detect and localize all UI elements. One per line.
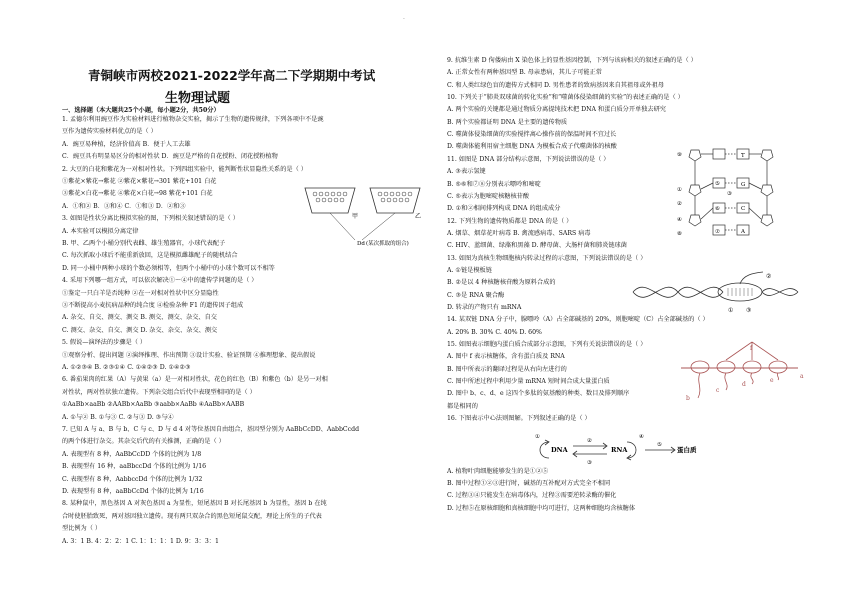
right-line: B. ⑤⑥和⑦⑧分别表示嘌呤和嘧啶	[447, 180, 541, 188]
right-line: D. 噬菌体能利用宿主细胞 DNA 为模板合成子代噬菌体的核酸	[447, 143, 617, 151]
right-line: A. ①链是模板链	[447, 266, 492, 274]
left-line: A．豌豆易种植，经济价值高 B．便于人工去雄	[62, 140, 191, 148]
dna-label-4: ④	[677, 217, 682, 223]
left-line: 7. 已知 A 与 a、B 与 b、C 与 c、D 与 d 4 对等位基因自由组合，基因型分别为 AaBbCcDD、AabbCcdd	[62, 426, 360, 433]
dna-label-G: G	[741, 182, 746, 188]
left-line: ①观察分析、提出问题 ②演绎推理、作出预期 ③设计实验、验证预期 ④推理想象、提出假说	[62, 351, 316, 359]
dogma-dna-label: DNA	[551, 446, 568, 454]
right-line: C. HIV、蓝细菌、绿藻和黑藻 D. 酵母菌、大肠杆菌和肺炎链球菌	[447, 242, 627, 250]
figure-q16-central-dogma	[535, 428, 715, 470]
right-line: D. 图中 b、c、d、e 这四个多肽的氨基酸的种类、数目及排列顺序	[447, 390, 630, 398]
dogma-num-1: ①	[535, 434, 540, 440]
figure-q11-dna	[675, 145, 795, 245]
right-line: A. 20% B. 30% C. 40% D. 60%	[447, 328, 542, 336]
dna-label-T: T	[741, 153, 745, 159]
right-line: B. 图中过程①②③进行时，碱基的互补配对方式完全不相同	[447, 479, 611, 487]
right-line: A. 植物叶肉细胞能够发生的是①②⑤	[447, 467, 549, 475]
dogma-rna-label: RNA	[611, 446, 628, 454]
polysome-label-b: b	[686, 395, 690, 402]
left-line: 型比例为（ ）	[62, 525, 102, 533]
figure-q15-polysome	[678, 340, 808, 408]
right-line: B. ②是以 4 种核糖核苷酸为原料合成的	[447, 279, 556, 287]
dna-label-C: C	[741, 206, 746, 212]
left-line: 2. 大豆的白花和紫花为一对相对性状。下列四组实验中，能判断性状显隐性关系的是（ ）	[62, 165, 307, 173]
left-line: 合时使胚胎致死，两对基因独立遗传。现有两只双杂合的黑色短尾鼠交配，理论上所生的子代表	[62, 512, 322, 520]
left-line: 5. 假说—演绎法的步骤是（ ）	[62, 339, 147, 347]
dna-label-3: ③	[727, 191, 732, 197]
right-line: A. ③表示氢键	[447, 168, 486, 176]
dogma-num-2: ②	[587, 438, 592, 444]
right-line: 13. 如图为真核生物细胞核内转录过程的示意图，下列说法错误的是（ ）	[447, 254, 647, 262]
left-line: 4. 采用下列哪一组方式，可以依次解决①～④中的遗传学问题的是（ ）	[62, 277, 258, 285]
right-line: C. 图中所述过程中利用少量 mRNA 短时间合成大量蛋白质	[447, 378, 610, 386]
figure-q3-buckets	[300, 178, 430, 248]
left-line: A. 杂交、自交、测交、测交 B. 测交、测交、杂交、自交	[62, 314, 217, 322]
figure-q13-transcription	[628, 270, 808, 315]
left-line: D. 表现型有 8 种，aaBbCcDd 个体的比例为 1/16	[62, 488, 204, 495]
right-line: C. ③是 RNA 聚合酶	[447, 291, 505, 299]
right-line: 14. 某双链 DNA 分子中，腺嘌呤（A）占全部碱基的 20%，则胞嘧啶（C）占全部碱基的（ ）	[447, 316, 709, 324]
dna-label-A: A	[741, 229, 745, 235]
left-line: B. 表现型有 16 种，aaBbccDd 个体的比例为 1/16	[62, 463, 207, 471]
right-line: D. ①和②相间排列构成 DNA 的组成成分	[447, 205, 561, 213]
dogma-protein-label: 蛋白质	[677, 446, 697, 454]
dna-label-9: ⑨	[677, 152, 682, 158]
dna-label-1: ①	[677, 187, 682, 193]
left-line: D. 同一小桶中两种小球的个数必须相等，但两个小桶中的小球个数可以不相等	[62, 264, 275, 272]
bucket-yi-label: 乙	[415, 213, 422, 220]
exam-subtitle: 生物理试题	[165, 91, 231, 106]
left-line: ①鉴定一只白羊是否纯种 ②在一对相对性状中区分显隐性	[62, 289, 219, 297]
left-line: 6. 番茄果肉的红果（A）与黄果（a）是一对相对性状，花色的红色（B）和紫色（b）是另一对相	[62, 376, 328, 384]
polysome-label-d: d	[742, 381, 746, 388]
exam-title: 青铜峡市两校2021-2022学年高二下学期期中考试	[88, 68, 376, 83]
left-line: 对性状，两对性状独立遗传。下列杂交组合后代中表现型相同的是（ ）	[62, 388, 256, 396]
left-line: C. 表现型有 8 种，AabbccDd 个体的比例为 1/32	[62, 475, 203, 483]
transcription-label-3: ③	[746, 307, 752, 314]
right-line: A. 烟草、烟草花叶病毒 B. 禽流感病毒、SARS 病毒	[447, 229, 591, 237]
dna-label-7: ⑦	[715, 229, 720, 235]
left-line: ③不断提高小麦抗病品种的纯合度 ④检验杂种 F1 的遗传因子组成	[62, 302, 244, 309]
left-line: 的两个体进行杂交。其杂交后代的有关推测，正确的是（ ）	[62, 438, 225, 446]
right-line: D. 过程⑤在原核细胞和真核细胞中均可进行，这两种细胞均含核糖体	[447, 504, 636, 512]
right-line: 10. 下列关于“肺炎双球菌的转化实验”和“噬菌体侵染细菌的实验”的表述正确的是（ ）	[447, 94, 684, 102]
right-line: A. 图中 f 表示核糖体，含有蛋白质及 RNA	[447, 353, 565, 361]
left-line: A. 本实验可以模拟分离定律	[62, 227, 139, 235]
left-line: 1. 孟德尔利用豌豆作为实验材料进行植物杂交实验，揭示了生物的遗传规律，下列各项中不是豌	[62, 116, 324, 123]
right-line: D. 转录的产物只有 mRNA	[447, 304, 522, 311]
right-line: C. ⑤表示为胞嘧啶核糖核苷酸	[447, 192, 530, 200]
right-line: 15. 如图表示细胞内蛋白质合成部分示意图，下列有关说法错误的是（ ）	[447, 341, 647, 349]
dogma-num-4: ④	[639, 434, 644, 440]
right-line: B. 图中所表示的翻译过程是从右向左进行的	[447, 365, 567, 373]
right-line: C. 噬菌体侵染细菌的实验搅拌离心操作前的保温时间不宜过长	[447, 131, 617, 139]
combo-caption: (某次抓取的组合)	[366, 241, 409, 247]
right-line: 9. 抗维生素 D 佝偻病由 X 染色体上的显性基因控制，下列与该病相关的叙述正确的是（ ）	[447, 57, 697, 64]
dna-label-6: ⑥	[715, 206, 720, 212]
top-mark: .	[403, 14, 405, 21]
section-heading: 一、选择题（本大题共25个小题，每小题2分，共50分）	[62, 107, 220, 114]
left-line: A．①和② B．③和④ C．①和③ D．②和③	[62, 202, 186, 210]
right-line: 11. 如图是 DNA 部分结构示意图，下列说法错误的是（ ）	[447, 155, 610, 163]
left-line: A. 3：1 B. 4：2：2：1 C. 1：1：1：1 D. 9：3：3：1	[62, 537, 219, 545]
transcription-label-2: ②	[766, 273, 772, 280]
dna-label-8: ⑧	[677, 231, 682, 237]
right-line: C. 和人类红绿色盲的遗传方式相同 D. 男性患者的致病基因来自其祖母或外祖母	[447, 81, 665, 89]
left-line: C. 每次抓取小球后不能重新放回，这是模拟雌雄配子的随机结合	[62, 252, 238, 260]
right-line: C. 过程③④只能发生在病毒体内，过程③需要逆转录酶的催化	[447, 492, 617, 500]
polysome-label-e: e	[770, 377, 774, 384]
left-line: C．豌豆具有明显易区分的相对性状 D．豌豆是严格的自花授粉、闭花授粉植物	[62, 153, 278, 161]
left-line: 豆作为遗传实验材料优点的是（ ）	[62, 128, 157, 136]
left-line: A. 表现型有 8 种，AaBbCcDD 个体的比例为 1/8	[62, 450, 202, 458]
polysome-label-f: f	[750, 345, 753, 352]
left-line: 8. 某种鼠中，黑色基因 A 对灰色基因 a 为显性，短尾基因 B 对长尾基因 b 为显性，基因 b 在纯	[62, 500, 327, 508]
left-line: ③紫花×白花→紫花 ④紫花×白花→98 紫花+101 白花	[62, 190, 213, 198]
left-line: C. 测交、杂交、自交、测交 D. 杂交、杂交、杂交、测交	[62, 326, 218, 334]
right-line: A. 正常女性有两种基因型 B. 母亲患病，其儿子可能正常	[447, 69, 602, 77]
left-line: ①AaBb×aaBb ②AABb×AaBb ③aabb×AaBb ④AaBb×AABB	[62, 401, 245, 409]
left-line: 3. 如图是性状分离比模拟实验的图，下列相关叙述错误的是（ ）	[62, 215, 239, 223]
polysome-label-a: a	[800, 373, 804, 380]
right-line: A. 两个实验的关键都是通过物质分离提纯技术把 DNA 和蛋白质分开单独去研究	[447, 106, 666, 114]
dna-label-2: ②	[677, 201, 682, 207]
dna-label-5: ⑤	[715, 181, 720, 187]
transcription-label-1: ①	[728, 307, 734, 314]
left-line: ①紫花×紫花→紫花 ②紫花×紫花→301 紫花+101 白花	[62, 178, 217, 185]
right-line: 都是相同的	[447, 402, 478, 410]
left-line: B. 甲、乙两个小桶分别代表雌、雄生殖器官，小球代表配子	[62, 240, 226, 247]
dogma-num-3: ③	[587, 460, 592, 466]
combo-ball-label: Dd	[357, 241, 365, 247]
left-line: A. ①与② B. ①与③ C. ②与③ D. ③与④	[62, 413, 174, 421]
right-line: 12. 下列生物的遗传物质都是 DNA 的是（ ）	[447, 217, 573, 225]
right-line: 16. 下图表示中心法则图解。下列叙述正确的是（ ）	[447, 415, 591, 423]
right-line: B. 两个实验都证明 DNA 是主要的遗传物质	[447, 118, 568, 126]
polysome-label-c: c	[716, 387, 720, 394]
bucket-jia-label: 甲	[352, 213, 359, 220]
dogma-num-5: ⑤	[657, 442, 662, 448]
left-line: A. ①②③④ B. ②③①④ C. ①④②③ D. ①④②③	[62, 364, 191, 371]
